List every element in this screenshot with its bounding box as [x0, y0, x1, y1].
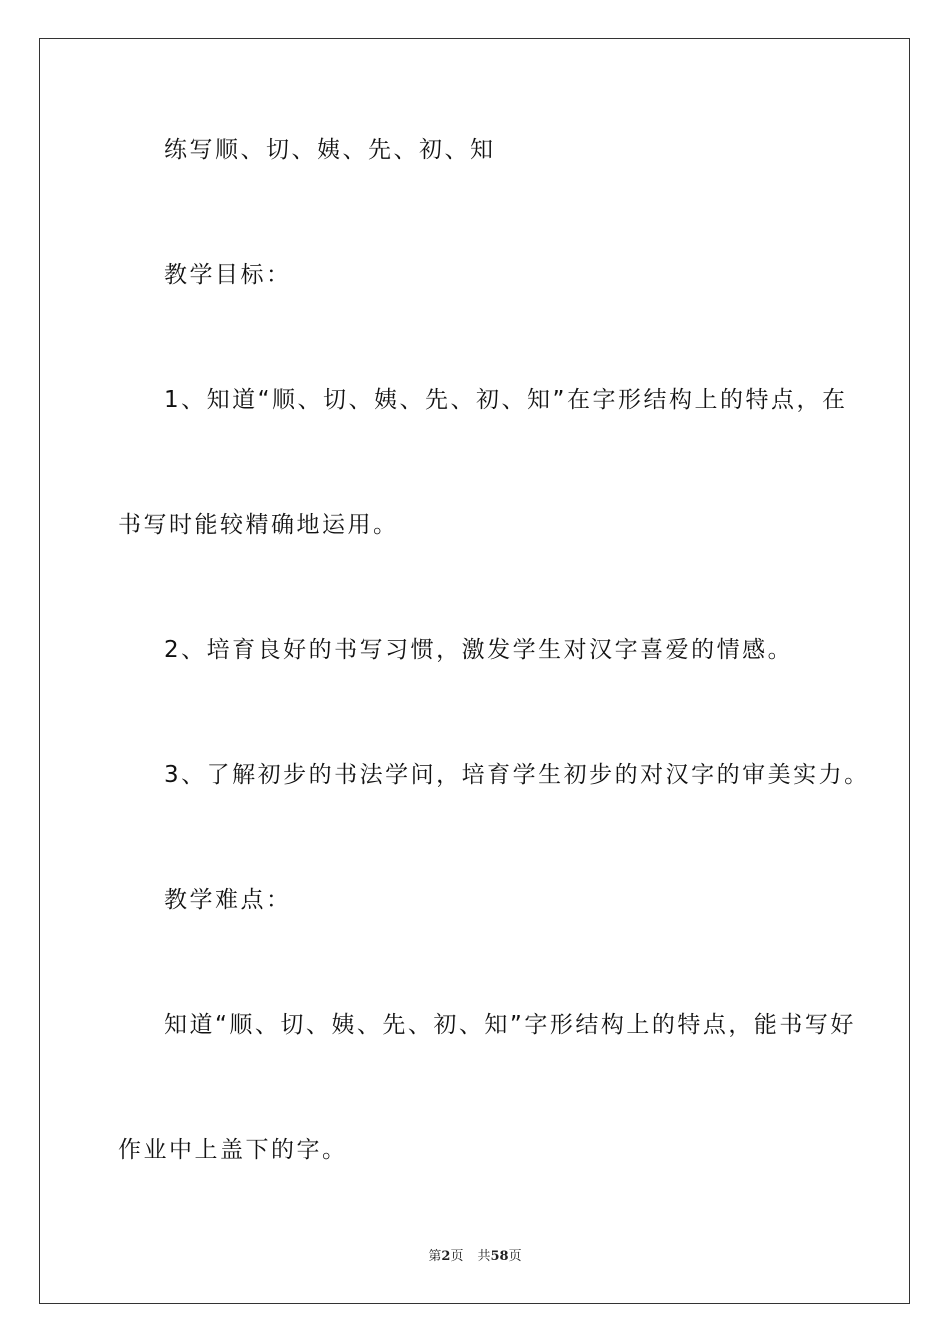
- heading-teaching-goals: 教学目标：: [164, 262, 292, 288]
- paragraph-difficulty-continued: 作业中上盖下的字。: [118, 1137, 348, 1163]
- footer-total-pages: 58: [490, 1249, 509, 1264]
- paragraph-difficulty: 知道“顺、切、姨、先、初、知”字形结构上的特点，能书写好: [164, 1012, 856, 1038]
- paragraph-goal-1: 1、知道“顺、切、姨、先、初、知”在字形结构上的特点，在: [164, 387, 848, 413]
- page-footer: [0, 1248, 950, 1266]
- footer-total-prefix: 共: [477, 1249, 491, 1264]
- footer-page-number: 2: [441, 1249, 451, 1264]
- footer-page-suffix: 页: [450, 1249, 464, 1264]
- paragraph-goal-2: 2、培育良好的书写习惯，激发学生对汉字喜爱的情感。: [164, 637, 794, 663]
- footer-page-prefix: 第: [428, 1249, 442, 1264]
- paragraph-goal-3: 3、了解初步的书法学问，培育学生初步的对汉字的审美实力。: [164, 762, 870, 788]
- paragraph-goal-1-continued: 书写时能较精确地运用。: [118, 512, 399, 538]
- paragraph-practice-chars: 练写顺、切、姨、先、初、知: [164, 137, 496, 163]
- heading-teaching-difficulty: 教学难点：: [164, 887, 292, 913]
- page-border: [39, 38, 910, 1304]
- footer-total-suffix: 页: [508, 1249, 522, 1264]
